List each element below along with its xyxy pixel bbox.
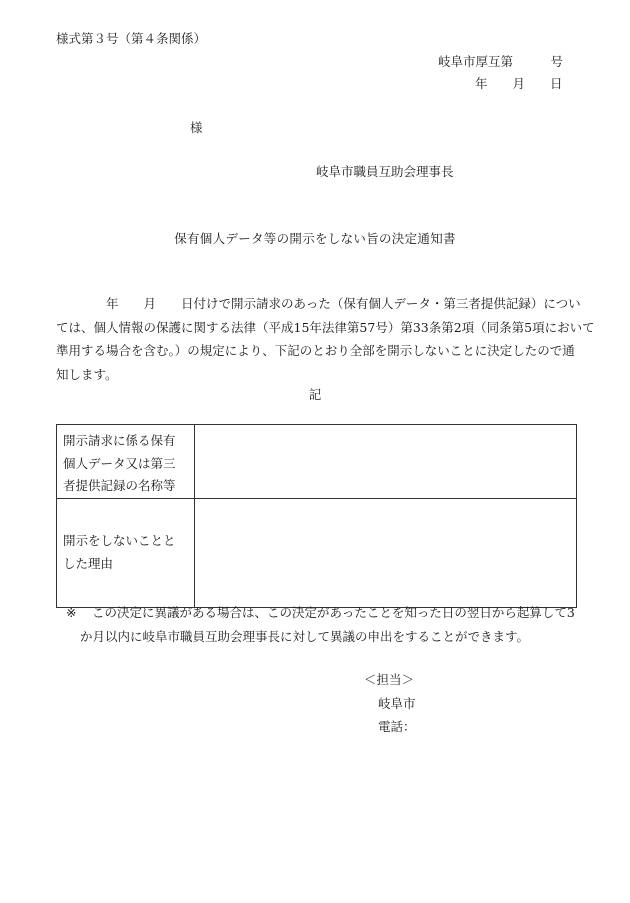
note-line xyxy=(66,601,575,625)
issuer-name: 岐阜市職員互助会理事長 xyxy=(316,164,454,179)
form-number: 様式第３号（第４条関係） xyxy=(56,31,207,46)
label-line: 開示をしないことと xyxy=(63,533,176,548)
issue-date: 年 月 日 xyxy=(475,76,563,91)
label-line: 個人データ又は第三 xyxy=(63,455,176,471)
target-info-value xyxy=(195,425,577,499)
objection-note xyxy=(66,601,575,649)
document-title: 保有個人データ等の開示をしない旨の決定通知書 xyxy=(174,231,456,246)
contact-heading: ＜担当＞ xyxy=(364,672,415,687)
note-line: か月以内に岐阜市職員互助会理事長に対して異議の申出をすることができます。 xyxy=(80,629,530,644)
contact-block xyxy=(364,668,416,739)
body-line: 知します。 xyxy=(56,366,118,382)
details-table xyxy=(56,424,577,608)
reason-label xyxy=(57,498,195,607)
document-number: 岐阜市厚互第 号 xyxy=(438,54,564,69)
ki-heading: 記 xyxy=(308,387,322,402)
table-row xyxy=(57,498,577,607)
table-row xyxy=(57,425,577,499)
body-line: 準用する場合を含む。）の規定により、下記のとおり全部を開示しないことに決定したので通 xyxy=(56,343,575,358)
body-line: ては、個人情報の保護に関する法律（平成15年法律第57号）第33条第2項（同条第5項において xyxy=(56,319,595,335)
target-info-label xyxy=(57,425,195,499)
addressee-suffix: 様 xyxy=(190,120,203,135)
contact-phone: 電話： xyxy=(378,719,416,734)
note-text: この決定に異議がある場合は、この決定があったことを知った日の翌日から起算して3 xyxy=(92,605,575,620)
note-mark: ※ xyxy=(66,605,77,620)
contact-org: 岐阜市 xyxy=(378,695,416,711)
label-line: した理由 xyxy=(63,555,114,571)
body-text xyxy=(56,292,595,386)
label-line: 開示請求に係る保有 xyxy=(63,433,176,448)
reason-value xyxy=(195,498,577,607)
label-line: 者提供記録の名称等 xyxy=(63,478,176,493)
body-line: 年 月 日付けで開示請求のあった（保有個人データ・第三者提供記録）につい xyxy=(56,296,581,311)
